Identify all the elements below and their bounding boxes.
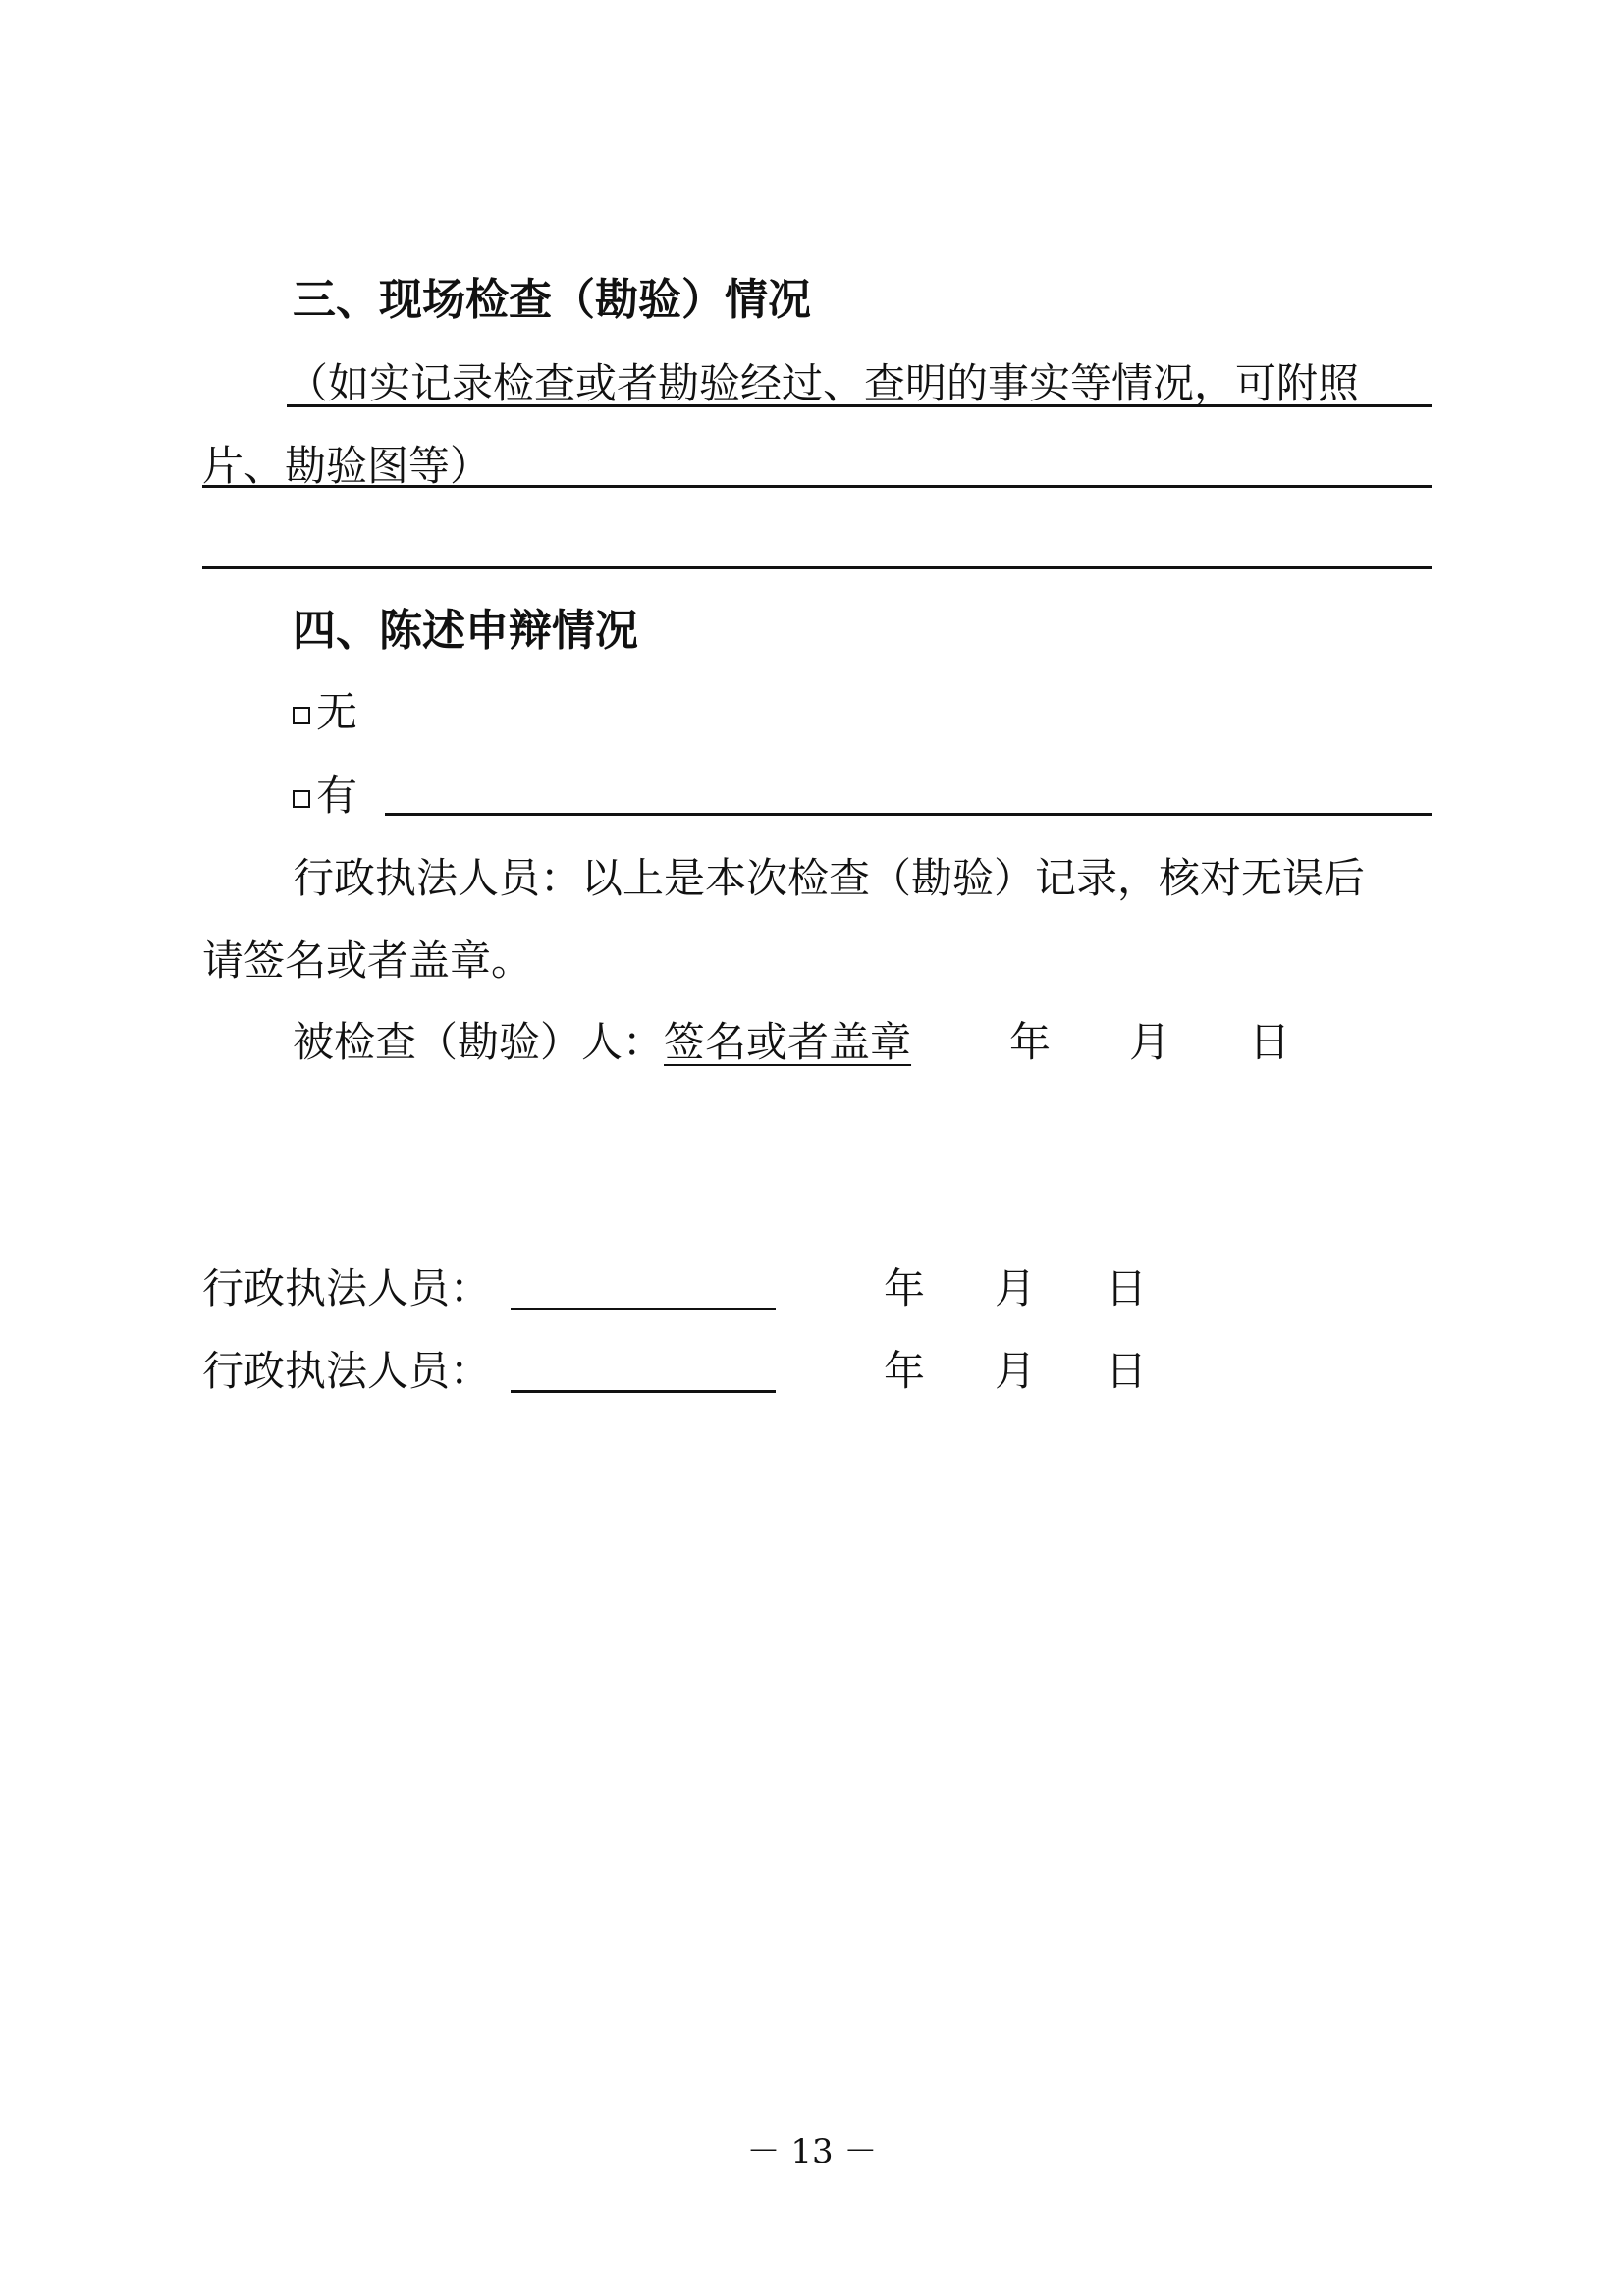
inspected-day: 日 — [1249, 1018, 1291, 1066]
statement-line1: 行政执法人员：以上是本次检查（勘验）记录，核对无误后 — [293, 854, 1366, 902]
officer-year-2: 年 — [884, 1347, 926, 1395]
section-3-note-line2: 片、勘验图等） — [202, 442, 492, 490]
inspected-sign[interactable]: 签名或者盖章 — [664, 1018, 912, 1066]
option-none[interactable] — [293, 688, 357, 737]
officer-label-2: 行政执法人员： — [202, 1347, 492, 1395]
checkbox-icon[interactable] — [293, 790, 310, 808]
officer-signature-line-2[interactable] — [511, 1390, 776, 1393]
section-4-title: 四、陈述申辩情况 — [293, 606, 638, 656]
page-number: － 13 － — [746, 2132, 878, 2171]
underline — [287, 404, 1432, 407]
officer-label-1: 行政执法人员： — [202, 1264, 492, 1312]
section-3-note-line1: （如实记录检查或者勘验经过、查明的事实等情况，可附照 — [287, 359, 1360, 407]
section-3-title: 三、现场检查（勘验）情况 — [293, 275, 811, 325]
officer-signature-line-1[interactable] — [511, 1308, 776, 1310]
inspected-label: 被检查（勘验）人： — [293, 1018, 665, 1066]
inspected-row — [293, 1018, 1290, 1067]
option-yes-label: 有 — [316, 772, 358, 820]
option-yes[interactable] — [293, 772, 357, 821]
officer-month-2: 月 — [995, 1347, 1037, 1395]
checkbox-icon[interactable] — [293, 707, 310, 724]
inspected-year: 年 — [1009, 1018, 1052, 1066]
officer-year-1: 年 — [884, 1264, 926, 1312]
blank-line[interactable] — [202, 566, 1432, 569]
inspected-month: 月 — [1129, 1018, 1171, 1066]
statement-input-line[interactable] — [385, 813, 1432, 816]
officer-day-1: 日 — [1106, 1264, 1148, 1312]
officer-month-1: 月 — [995, 1264, 1037, 1312]
underline — [202, 485, 1432, 488]
officer-day-2: 日 — [1106, 1347, 1148, 1395]
option-none-label: 无 — [316, 688, 358, 736]
statement-line2: 请签名或者盖章。 — [202, 936, 533, 985]
